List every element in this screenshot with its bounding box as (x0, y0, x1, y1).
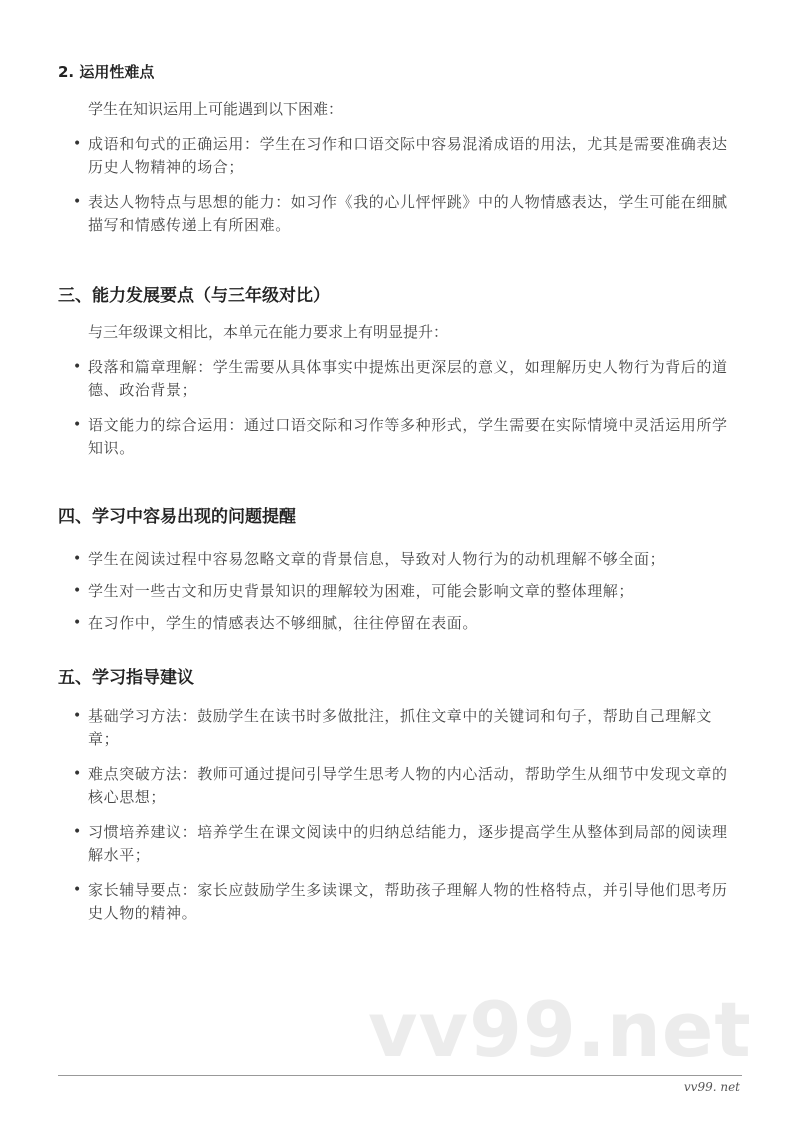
section4-list (58, 548, 748, 635)
list-item (58, 133, 743, 179)
document-body (58, 60, 748, 937)
bullet-icon: • (73, 615, 82, 631)
list-item (58, 580, 743, 603)
list-item-text: 学生对一些古文和历史背景知识的理解较为困难，可能会影响文章的整体理解； (88, 582, 635, 600)
list-item (58, 763, 743, 809)
subsection-title: 2. 运用性难点 (58, 63, 155, 81)
list-item (58, 414, 743, 460)
subsection-list (58, 133, 748, 237)
list-item-text: 基础学习方法：鼓励学生在读书时多做批注，抓住文章中的关键词和句子，帮助自己理解文章； (88, 707, 713, 748)
list-item (58, 612, 743, 635)
bullet-icon: • (73, 194, 82, 210)
list-item (58, 821, 743, 867)
list-item-text: 家长辅导要点：家长应鼓励学生多读课文，帮助孩子理解人物的性格特点，并引导他们思考历史人物的精神。 (88, 881, 728, 922)
bullet-icon: • (73, 551, 82, 567)
list-item-text: 语文能力的综合运用：通过口语交际和习作等多种形式，学生需要在实际情境中灵活运用所学知识。 (88, 416, 728, 457)
footer-site-label: vv99. net (683, 1080, 740, 1094)
bullet-icon: • (73, 359, 82, 375)
section5-list (58, 705, 748, 925)
section3-intro: 与三年级课文相比，本单元在能力要求上有明显提升： (88, 323, 449, 341)
list-item-text: 成语和句式的正确运用：学生在习作和口语交际中容易混淆成语的用法，尤其是需要准确表达历史人物精神的场合； (88, 135, 728, 176)
list-item-text: 在习作中，学生的情感表达不够细腻，往往停留在表面。 (88, 614, 479, 632)
section-title-3: 三、能力发展要点（与三年级对比） (58, 286, 330, 306)
bullet-icon: • (73, 583, 82, 599)
list-item-text: 段落和篇章理解：学生需要从具体事实中提炼出更深层的意义，如理解历史人物行为背后的道德、政治背景； (88, 358, 728, 399)
list-item (58, 705, 743, 751)
list-item (58, 548, 743, 571)
footer-divider (58, 1075, 742, 1076)
subsection-intro: 学生在知识运用上可能遇到以下困难： (88, 100, 344, 118)
bullet-icon: • (73, 882, 82, 898)
list-item (58, 191, 743, 237)
bullet-icon: • (73, 824, 82, 840)
list-item-text: 学生在阅读过程中容易忽略文章的背景信息，导致对人物行为的动机理解不够全面； (88, 550, 666, 568)
bullet-icon: • (73, 417, 82, 433)
bullet-icon: • (73, 136, 82, 152)
section-title-4: 四、学习中容易出现的问题提醒 (58, 507, 296, 527)
section3-list (58, 356, 748, 460)
watermark: vv99.net (368, 985, 752, 1074)
list-item-text: 习惯培养建议：培养学生在课文阅读中的归纳总结能力，逐步提高学生从整体到局部的阅读理解水平； (88, 823, 728, 864)
list-item (58, 356, 743, 402)
bullet-icon: • (73, 766, 82, 782)
list-item-text: 难点突破方法：教师可通过提问引导学生思考人物的内心活动，帮助学生从细节中发现文章的核心思想； (88, 765, 728, 806)
bullet-icon: • (73, 708, 82, 724)
list-item-text: 表达人物特点与思想的能力：如习作《我的心儿怦怦跳》中的人物情感表达，学生可能在细腻描写和情感传递上有所困难。 (88, 193, 728, 234)
list-item (58, 879, 743, 925)
section-title-5: 五、学习指导建议 (58, 668, 194, 688)
